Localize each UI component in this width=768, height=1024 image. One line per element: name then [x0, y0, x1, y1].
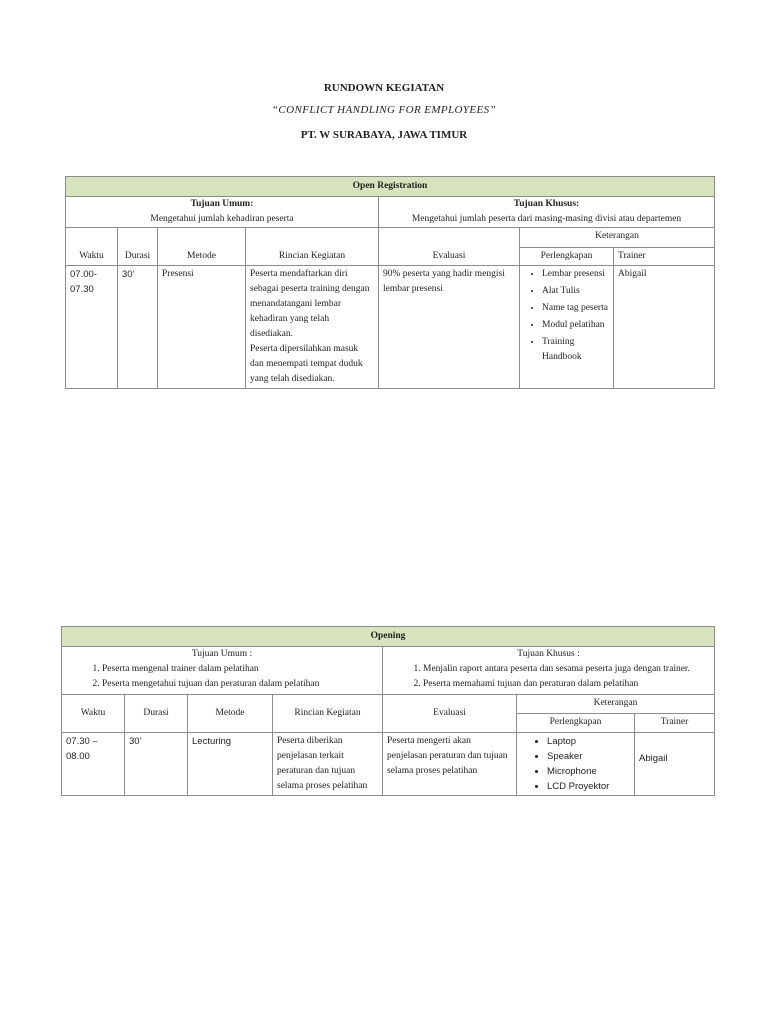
header-rincian: Rincian Kegiatan	[246, 228, 379, 266]
perlengkapan-list	[521, 734, 630, 794]
tujuan-khusus-label: Tujuan Khusus:	[513, 199, 580, 209]
tujuan-umum-text: Mengetahui jumlah kehadiran peserta	[150, 214, 294, 224]
tujuan-khusus-list	[387, 662, 710, 692]
cell-waktu: 07.30 – 08.00	[62, 733, 125, 796]
header-keterangan: Keterangan	[520, 228, 715, 248]
perlengkapan-list	[524, 267, 609, 365]
tujuan-khusus-text: Mengetahui jumlah peserta dari masing-masing divisi atau departemen	[411, 214, 682, 224]
cell-perlengkapan	[520, 266, 614, 389]
header-perlengkapan: Perlengkapan	[517, 714, 635, 733]
tujuan-khusus-label: Tujuan Khusus :	[517, 649, 580, 659]
header-trainer: Trainer	[614, 248, 715, 266]
cell-rincian	[246, 266, 379, 389]
list-item: • Lembar presensi	[542, 267, 609, 282]
header-waktu: Waktu	[66, 228, 118, 266]
header-perlengkapan: Perlengkapan	[520, 248, 614, 266]
table-row	[66, 266, 715, 389]
tujuan-khusus	[383, 647, 715, 695]
header-evaluasi: Evaluasi	[383, 695, 517, 733]
cell-durasi: 30’	[125, 733, 188, 796]
list-item: • Speaker	[547, 749, 630, 764]
header-durasi: Durasi	[118, 228, 158, 266]
list-item: • Name tag peserta	[542, 301, 609, 316]
list-item: • Laptop	[547, 734, 630, 749]
list-item: 1. Peserta mengenal trainer dalam pelatihan	[102, 662, 378, 677]
header-waktu: Waktu	[62, 695, 125, 733]
cell-trainer: Abigail	[635, 733, 715, 796]
section-title: Open Registration	[66, 177, 715, 197]
list-item: 2. Peserta memahami tujuan dan peraturan dalam pelatihan	[423, 677, 710, 692]
list-item: • LCD Proyektor	[547, 779, 630, 794]
header-trainer: Trainer	[635, 714, 715, 733]
list-item: • Microphone	[547, 764, 630, 779]
tujuan-umum	[66, 197, 379, 228]
list-item: • Modul pelatihan	[542, 318, 609, 333]
cell-perlengkapan	[517, 733, 635, 796]
rincian-line-1: Peserta mendaftarkan diri sebagai peserta training dengan menandatangani lembar kehadiran yang telah disediakan.	[250, 269, 370, 339]
tujuan-umum-label: Tujuan Umum :	[191, 649, 253, 659]
cell-rincian: Peserta diberikan penjelasan terkait peraturan dan tujuan selama proses pelatihan	[273, 733, 383, 796]
cell-waktu: 07.00-07.30	[66, 266, 118, 389]
list-item: • Alat Tulis	[542, 284, 609, 299]
cell-metode: Presensi	[158, 266, 246, 389]
list-item: 1. Menjalin raport antara peserta dan sesama peserta juga dengan trainer.	[423, 662, 710, 677]
header-evaluasi: Evaluasi	[379, 228, 520, 266]
company-name: PT. W SURABAYA, JAWA TIMUR	[300, 129, 468, 141]
rincian-line-2: Peserta dipersilahkan masuk dan menempati tempat duduk yang telah disediakan.	[250, 344, 363, 384]
header-metode: Metode	[188, 695, 273, 733]
header-keterangan: Keterangan	[517, 695, 715, 714]
cell-metode: Lecturing	[188, 733, 273, 796]
cell-evaluasi: Peserta mengerti akan penjelasan peraturan dan tujuan selama proses pelatihan	[383, 733, 517, 796]
header-metode: Metode	[158, 228, 246, 266]
cell-durasi: 30’	[118, 266, 158, 389]
document-title: RUNDOWN KEGIATAN	[323, 82, 445, 94]
header-rincian: Rincian Kegiatan	[273, 695, 383, 733]
section-title: Opening	[62, 627, 715, 647]
list-item: 2. Peserta mengetahui tujuan dan peraturan dalam pelatihan	[102, 677, 378, 692]
list-item: • Training Handbook	[542, 335, 609, 365]
tujuan-umum-list	[66, 662, 378, 692]
tujuan-khusus	[379, 197, 715, 228]
document-subtitle: “CONFLICT HANDLING FOR EMPLOYEES”	[271, 104, 497, 116]
opening-table	[61, 626, 715, 796]
header-durasi: Durasi	[125, 695, 188, 733]
table-row	[62, 733, 715, 796]
cell-evaluasi: 90% peserta yang hadir mengisi lembar presensi	[379, 266, 520, 389]
cell-trainer: Abigail	[614, 266, 715, 389]
tujuan-umum-label: Tujuan Umum:	[190, 199, 254, 209]
tujuan-umum	[62, 647, 383, 695]
open-registration-table	[65, 176, 715, 389]
